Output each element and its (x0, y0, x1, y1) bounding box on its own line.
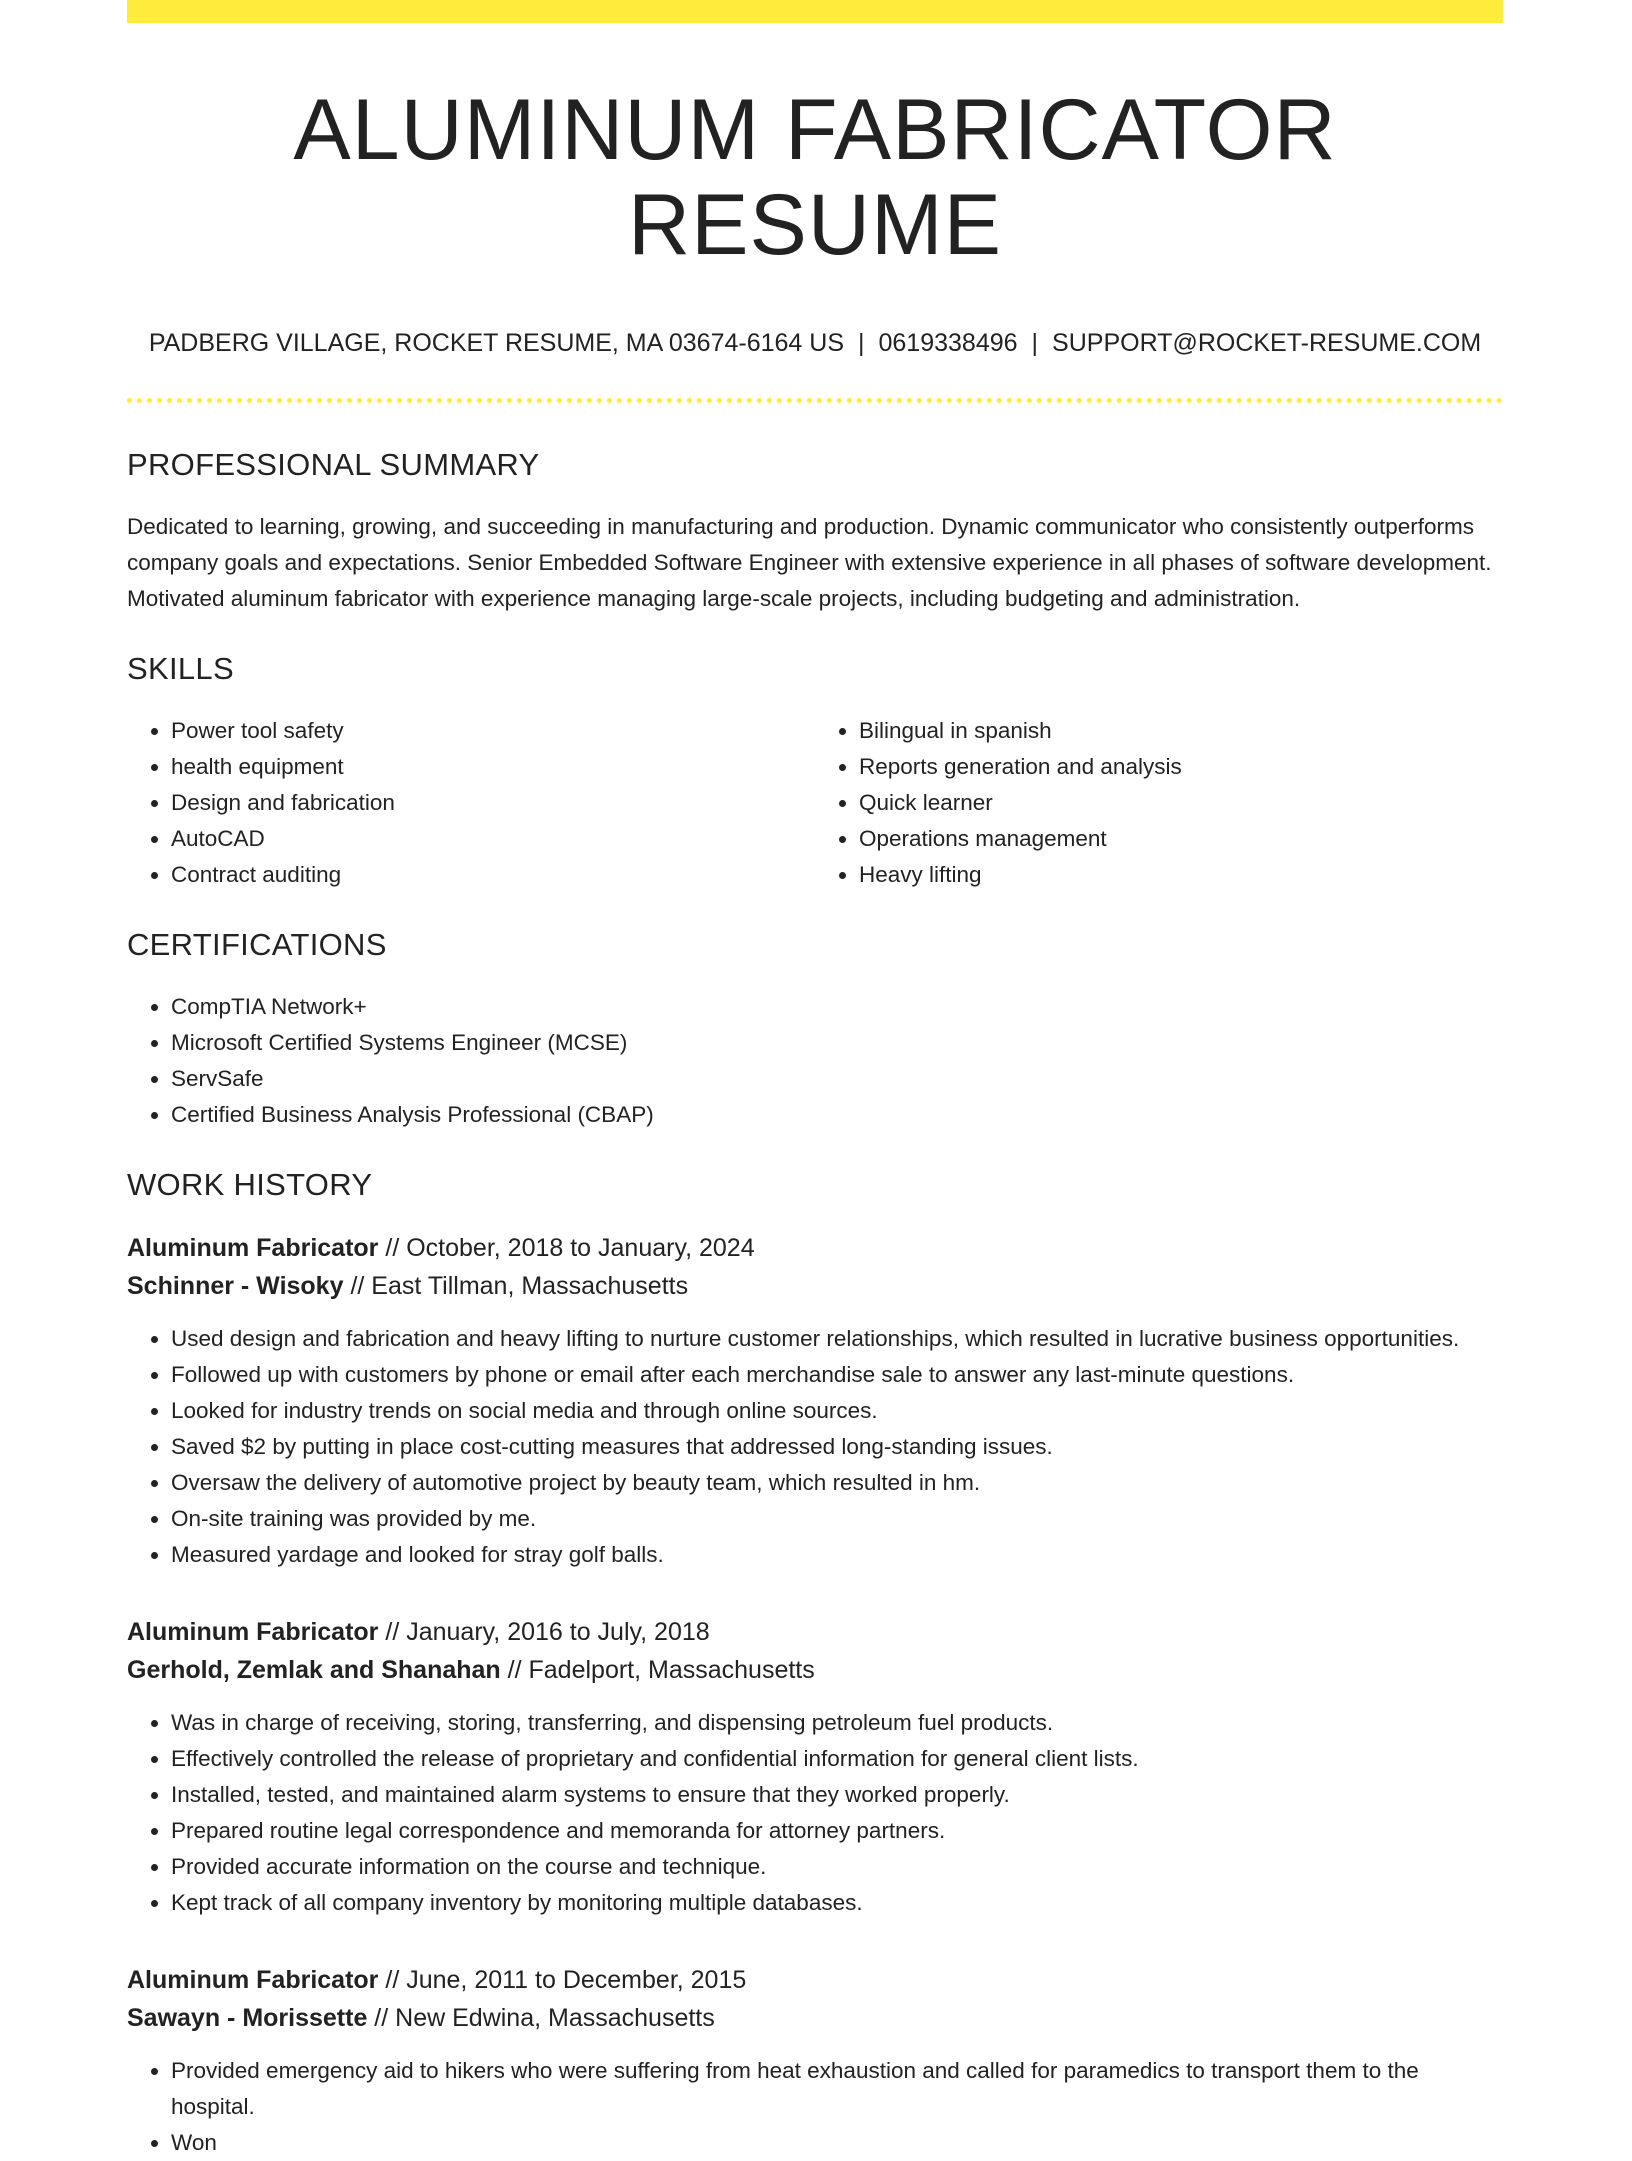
job-title: Aluminum Fabricator (127, 1234, 379, 1263)
certification-item: • Certified Business Analysis Professional (CBAP) (171, 1097, 1503, 1133)
job-dates: June, 2011 to December, 2015 (406, 1966, 747, 1995)
skills-list-right (815, 713, 1503, 893)
certifications-list (127, 989, 1503, 1133)
job-separator: // (500, 1656, 529, 1685)
job-entry (127, 1613, 1503, 1921)
contact-separator: | (1031, 329, 1039, 358)
work-history-heading: WORK HISTORY (127, 1167, 373, 1203)
job-bullet: • Effectively controlled the release of proprietary and confidential information for general client lists. (171, 1741, 1503, 1777)
job-bullet: • Measured yardage and looked for stray golf balls. (171, 1537, 1503, 1573)
top-accent-bar (127, 0, 1503, 23)
job-title: Aluminum Fabricator (127, 1966, 379, 1995)
skill-item: • Heavy lifting (859, 857, 1503, 893)
job-bullet: • Won (171, 2125, 1503, 2161)
skills-list-left (127, 713, 815, 893)
dotted-divider (127, 398, 1503, 403)
job-company: Gerhold, Zemlak and Shanahan (127, 1656, 501, 1685)
job-bullet: • On-site training was provided by me. (171, 1501, 1503, 1537)
job-bullet: • Looked for industry trends on social media and through online sources. (171, 1393, 1503, 1429)
job-entry (127, 1961, 1503, 2161)
skill-item: • Contract auditing (171, 857, 815, 893)
job-bullet: • Followed up with customers by phone or email after each merchandise sale to answer any last-minute questions. (171, 1357, 1503, 1393)
job-title: Aluminum Fabricator (127, 1618, 379, 1647)
job-company: Sawayn - Morissette (127, 2004, 368, 2033)
contact-line (127, 328, 1503, 358)
skill-item: • Quick learner (859, 785, 1503, 821)
job-company-line (127, 1267, 1503, 1305)
job-dates: January, 2016 to July, 2018 (406, 1618, 710, 1647)
job-location: New Edwina, Massachusetts (395, 2004, 715, 2033)
job-bullet: • Saved $2 by putting in place cost-cutting measures that addressed long-standing issues. (171, 1429, 1503, 1465)
skills-columns (127, 713, 1503, 893)
skill-item: • AutoCAD (171, 821, 815, 857)
job-bullet: • Provided emergency aid to hikers who were suffering from heat exhaustion and called for paramedics to transport them to the hospital. (171, 2053, 1503, 2125)
job-entry (127, 1229, 1503, 1573)
skill-item: • Bilingual in spanish (859, 713, 1503, 749)
skill-item: • Reports generation and analysis (859, 749, 1503, 785)
skill-item: • Power tool safety (171, 713, 815, 749)
contact-address: PADBERG VILLAGE, ROCKET RESUME, MA 03674-6164 US (148, 329, 844, 358)
skill-item: • health equipment (171, 749, 815, 785)
job-bullets (127, 1321, 1503, 1573)
resume-page (127, 0, 1503, 2161)
job-separator: // (378, 1234, 407, 1263)
certifications-heading: CERTIFICATIONS (127, 927, 387, 963)
job-separator: // (343, 1272, 372, 1301)
job-separator: // (378, 1618, 407, 1647)
job-bullet: • Kept track of all company inventory by monitoring multiple databases. (171, 1885, 1503, 1921)
job-bullet: • Provided accurate information on the course and technique. (171, 1849, 1503, 1885)
summary-text: Dedicated to learning, growing, and succeeding in manufacturing and production. Dynamic communicator who consistently outperforms company goals and expectations. Senior Embedded Software Engineer with extensive experience in all phases of software development. Motivated aluminum fabricator with experience managing large-scale projects, including budgeting and administration. (127, 514, 1492, 612)
job-company: Schinner - Wisoky (127, 1272, 344, 1301)
job-bullets (127, 1705, 1503, 1921)
job-location: East Tillman, Massachusetts (371, 1272, 689, 1301)
job-bullet: • Was in charge of receiving, storing, transferring, and dispensing petroleum fuel products. (171, 1705, 1503, 1741)
job-company-line (127, 1999, 1503, 2037)
skills-heading: SKILLS (127, 651, 234, 687)
skill-item: • Design and fabrication (171, 785, 815, 821)
job-title-line (127, 1613, 1503, 1651)
certification-item: • CompTIA Network+ (171, 989, 1503, 1025)
contact-email: SUPPORT@ROCKET-RESUME.COM (1052, 329, 1482, 358)
page-title: ALUMINUM FABRICATOR RESUME (293, 82, 1337, 273)
job-separator: // (378, 1966, 407, 1995)
job-dates: October, 2018 to January, 2024 (406, 1234, 755, 1263)
job-separator: // (367, 2004, 396, 2033)
job-company-line (127, 1651, 1503, 1689)
job-title-line (127, 1229, 1503, 1267)
job-bullet: • Oversaw the delivery of automotive project by beauty team, which resulted in hm. (171, 1465, 1503, 1501)
contact-separator: | (858, 329, 865, 358)
job-bullet: • Used design and fabrication and heavy lifting to nurture customer relationships, which resulted in lucrative business opportunities. (171, 1321, 1503, 1357)
job-location: Fadelport, Massachusetts (528, 1656, 815, 1685)
contact-phone: 0619338496 (878, 329, 1018, 358)
skill-item: • Operations management (859, 821, 1503, 857)
certification-item: • Microsoft Certified Systems Engineer (MCSE) (171, 1025, 1503, 1061)
certification-item: • ServSafe (171, 1061, 1503, 1097)
job-bullet: • Installed, tested, and maintained alarm systems to ensure that they worked properly. (171, 1777, 1503, 1813)
summary-heading: PROFESSIONAL SUMMARY (127, 447, 540, 483)
job-title-line (127, 1961, 1503, 1999)
job-bullets (127, 2053, 1503, 2161)
job-bullet: • Prepared routine legal correspondence and memoranda for attorney partners. (171, 1813, 1503, 1849)
